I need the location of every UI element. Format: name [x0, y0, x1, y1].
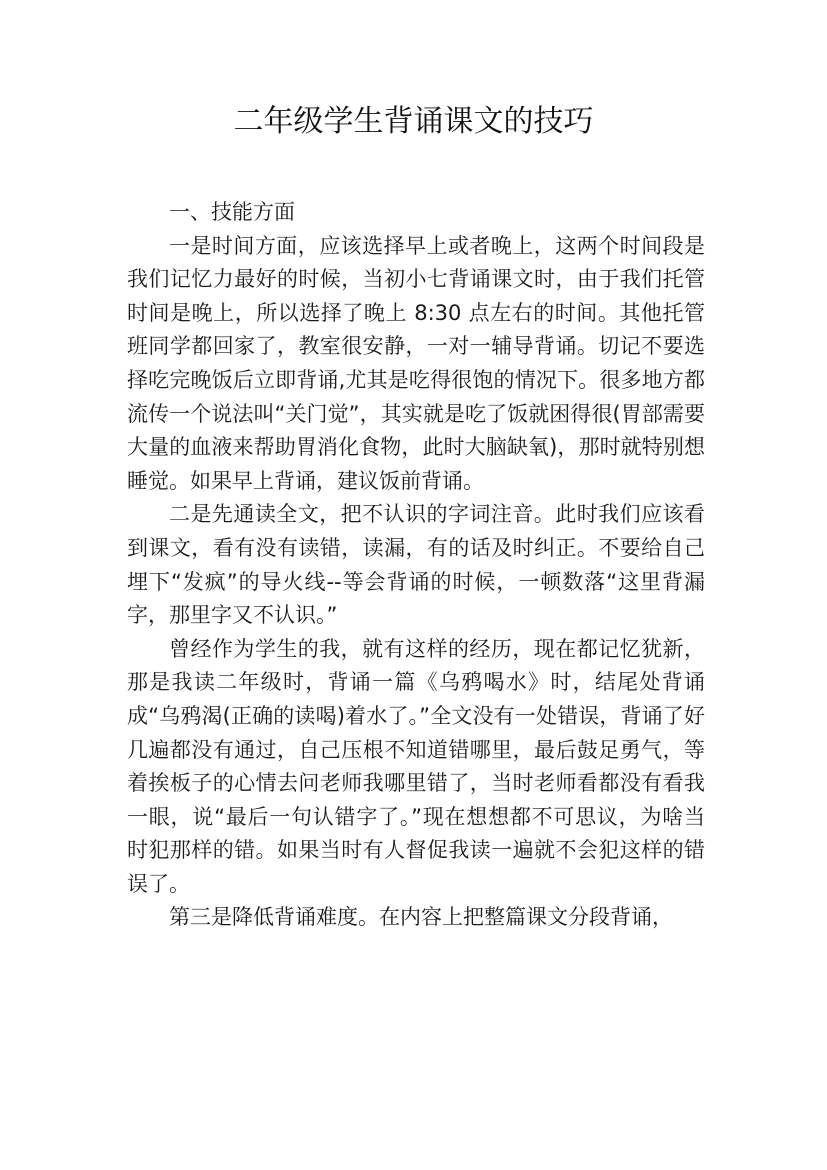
document-body	[127, 196, 705, 935]
section-heading: 一、技能方面	[169, 200, 295, 224]
paragraph-read-through: 二是先通读全文，把不认识的字词注音。此时我们应该看到课文，看有没有读错，读漏，有的话及时纠正。不要给自己埋下“发疯”的导火线--等会背诵的时候，一顿数落“这里背漏字，那里字又不认识。”	[127, 502, 705, 628]
paragraph-anecdote: 曾经作为学生的我，就有这样的经历，现在都记忆犹新，那是我读二年级时，背诵一篇《乌鸦喝水》时，结尾处背诵成“乌鸦渴(正确的读喝)着水了。”全文没有一处错误，背诵了好几遍都没有通过，自己压根不知道错哪里，最后鼓足勇气，等着挨板子的心情去问老师我哪里错了，当时老师看都没有看我一眼，说“最后一句认错字了。”现在想想都不可思议，为啥当时犯那样的错。如果当时有人督促我读一遍就不会犯这样的错误了。	[127, 636, 705, 896]
paragraph-time: 一是时间方面，应该选择早上或者晚上，这两个时间段是我们记忆力最好的时候，当初小七背诵课文时，由于我们托管时间是晚上，所以选择了晚上 8:30 点左右的时间。其他托管班同学都回家了，教室很安静，一对一辅导背诵。切记不要选择吃完晚饭后立即背诵,尤其是吃得很饱的情况下。很多地方都流传一个说法叫“关门觉”，其实就是吃了饭就困得很(胃部需要大量的血液来帮助胃消化食物，此时大脑缺氧)，那时就特别想睡觉。如果早上背诵，建议饭前背诵。	[127, 233, 705, 493]
paragraph-reduce-difficulty: 第三是降低背诵难度。在内容上把整篇课文分段背诵，	[169, 905, 673, 930]
document-title: 二年级学生背诵课文的技巧	[233, 104, 594, 139]
